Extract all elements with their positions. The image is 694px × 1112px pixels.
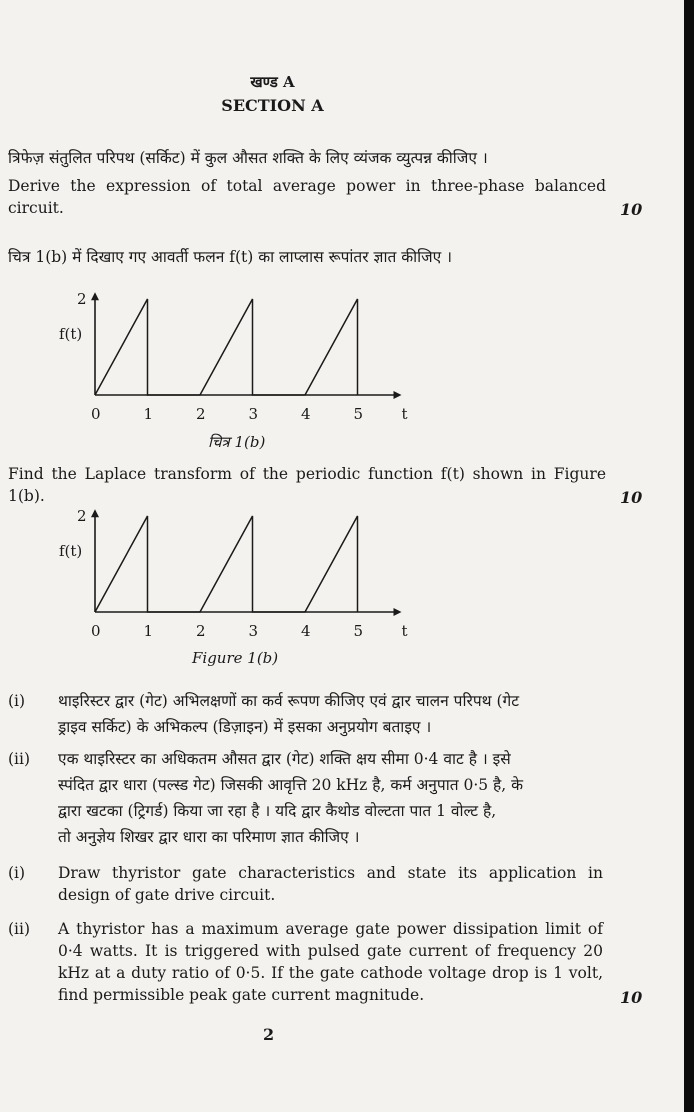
q1c-hindi-ii-line2: स्पंदित द्वार धारा (पल्स्ड गेट) जिसकी आवृत्ति 20 kHz है, कर्म अनुपात 0·5 है, के [58, 776, 524, 794]
y-axis-label: f(t) [59, 542, 83, 560]
figure-1b-hindi-chart [55, 285, 435, 425]
y-axis-arrow [91, 509, 99, 517]
figure-1b-english-chart [55, 502, 435, 642]
q1c-english-i-label: (i) [8, 864, 26, 882]
q1a-english: Derive the expression of total average power in three-phase balanced circuit. [8, 177, 606, 217]
y-tick-label: 2 [77, 290, 87, 308]
y-axis-label: f(t) [59, 325, 83, 343]
q1c-english-ii-label: (ii) [8, 920, 31, 938]
x-axis-label: t [401, 622, 408, 640]
x-tick-label: 5 [353, 405, 364, 423]
q1c-hindi-i-line2: ड्राइव सर्किट) के अभिकल्प (डिज़ाइन) में इसका अनुप्रयोग बताइए । [58, 718, 432, 736]
q1c-hindi-ii-line4: तो अनुज्ञेय शिखर द्वार धारा का परिमाण ज्ञात कीजिए । [58, 828, 360, 846]
q1c-hindi-ii-line3: द्वारा खटका (ट्रिगर्ड) किया जा रहा है । यदि द्वार कैथोड वोल्टता पात 1 वोल्ट है, [58, 802, 497, 820]
q1c-hindi-i-line1: थाइरिस्टर द्वार (गेट) अभिलक्षणों का कर्व रूपण कीजिए एवं द्वार चालन परिपथ (गेट [58, 692, 520, 710]
x-axis-label: t [401, 405, 408, 423]
x-tick-label: 0 [91, 622, 101, 640]
y-axis-arrow [91, 292, 99, 300]
x-tick-label: 4 [301, 622, 311, 640]
sawtooth-series [95, 516, 358, 612]
sawtooth-series [95, 299, 358, 395]
figure-caption-hindi: चित्र 1(b) [208, 433, 266, 451]
scan-edge [684, 0, 694, 1112]
x-tick-label: 4 [301, 405, 311, 423]
x-tick-label: 3 [248, 405, 259, 423]
q1c-hindi-ii-label: (ii) [8, 750, 31, 768]
x-tick-label: 1 [143, 622, 154, 640]
q1c-hindi-ii-line1: एक थाइरिस्टर का अधिकतम औसत द्वार (गेट) शक्ति क्षय सीमा 0·4 वाट है । इसे [58, 750, 511, 768]
x-tick-label: 0 [91, 405, 101, 423]
q1b-marks: 10 [620, 488, 643, 507]
figure-caption-english: Figure 1(b) [192, 649, 279, 667]
x-tick-label: 1 [143, 405, 154, 423]
q1c-marks: 10 [620, 988, 643, 1007]
x-tick-label: 5 [353, 622, 364, 640]
q1c-hindi-i-label: (i) [8, 692, 26, 710]
x-tick-label: 2 [196, 405, 206, 423]
x-tick-label: 2 [196, 622, 206, 640]
q1a-hindi: त्रिफेज़ संतुलित परिपथ (सर्किट) में कुल औसत शक्ति के लिए व्यंजक व्युत्पन्न कीजिए । [8, 149, 488, 167]
q1c-english-i: Draw thyristor gate characteristics and state its application in design of gate drive circuit. [58, 864, 603, 904]
x-tick-label: 3 [248, 622, 259, 640]
page-number: 2 [263, 1025, 275, 1044]
q1a-marks: 10 [620, 200, 643, 219]
section-title-hindi: खण्ड A [250, 73, 295, 91]
y-tick-label: 2 [77, 507, 87, 525]
q1b-english: Find the Laplace transform of the periodic function f(t) shown in Figure 1(b). [8, 465, 606, 505]
q1b-hindi: चित्र 1(b) में दिखाए गए आवर्ती फलन f(t) का लाप्लास रूपांतर ज्ञात कीजिए । [8, 248, 453, 266]
q1c-english-ii: A thyristor has a maximum average gate power dissipation limit of 0·4 watts. It is triggered with pulsed gate current of frequency 20 kHz at a duty ratio of 0·5. If the gate cathode voltage drop is 1 volt, find permissible peak gate current magnitude. [58, 920, 603, 1004]
x-axis-arrow [394, 391, 402, 399]
section-title-english: SECTION A [221, 96, 324, 115]
x-axis-arrow [394, 608, 402, 616]
